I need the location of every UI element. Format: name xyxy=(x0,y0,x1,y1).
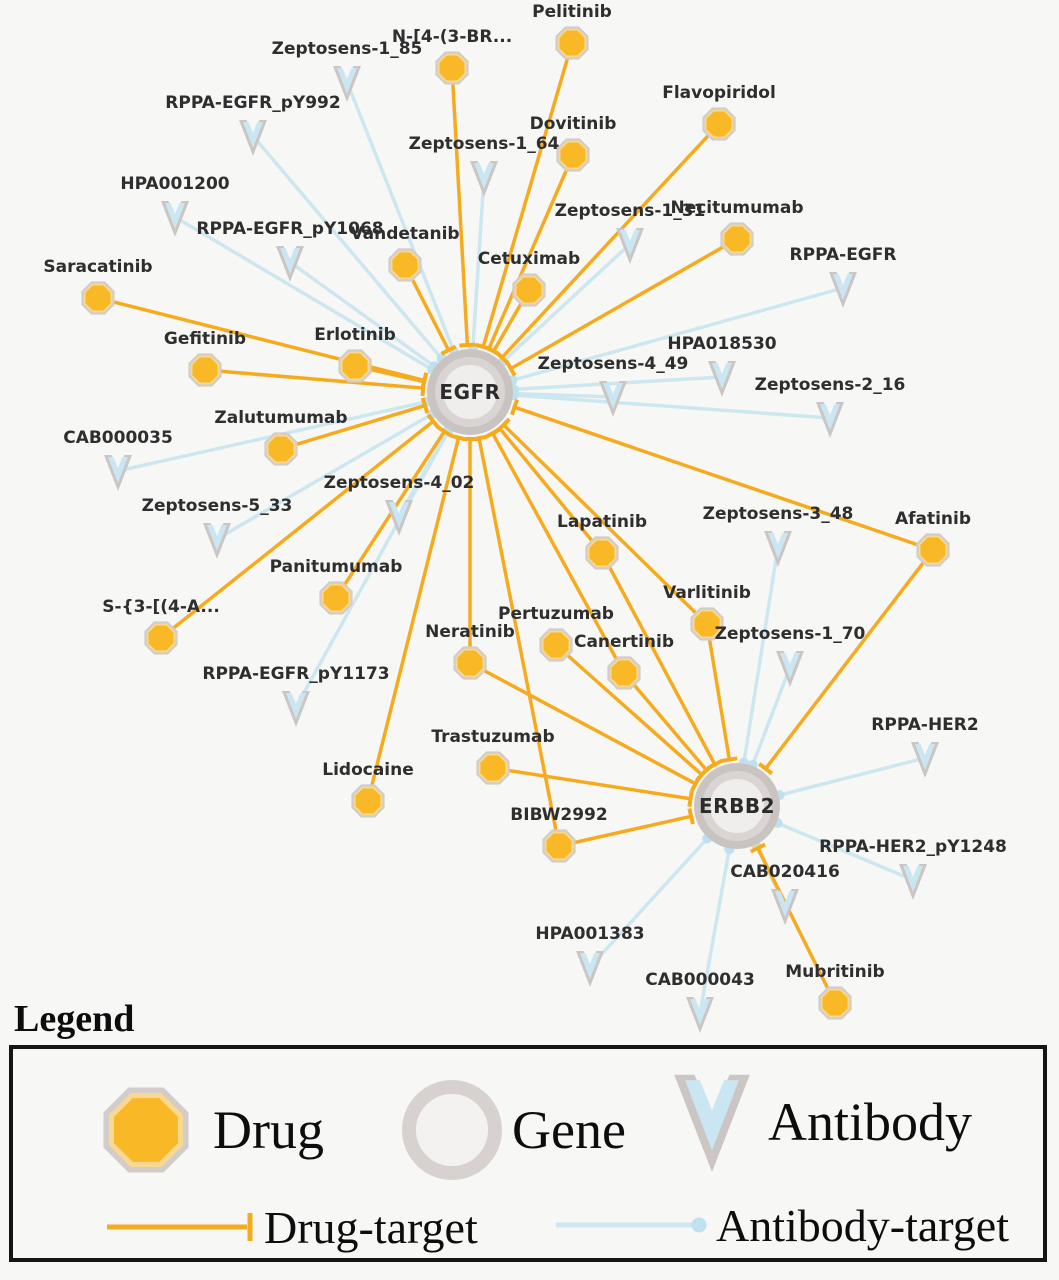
drug-edge-tee xyxy=(459,345,475,346)
drug-label: Cetuximab xyxy=(477,249,581,269)
gene-node xyxy=(427,349,513,435)
drug-label: Flavopiridol xyxy=(662,83,776,103)
antibody-node xyxy=(816,402,844,438)
drug-label: BIBW2992 xyxy=(510,805,608,825)
drug-node xyxy=(338,349,371,382)
antibody-node xyxy=(599,381,627,417)
drug-target-edge xyxy=(766,550,933,769)
antibody-label: Zeptosens-4_02 xyxy=(323,473,475,493)
antibody-node xyxy=(764,531,792,567)
antibody-target-dot xyxy=(692,1218,707,1233)
antibody-node xyxy=(161,201,189,237)
antibody-node xyxy=(686,997,714,1033)
drug-label: N-[4-(3-BR... xyxy=(391,27,513,47)
antibody-node xyxy=(470,161,498,197)
drug-node xyxy=(351,784,384,817)
drug-target-edge xyxy=(493,768,691,799)
antibody-node xyxy=(276,246,304,282)
antibody-node xyxy=(776,651,804,687)
antibody-node xyxy=(576,951,604,987)
drug-label: Gefitinib xyxy=(163,329,247,349)
antibody-label: HPA001383 xyxy=(535,924,645,944)
drug-label: Dovitinib xyxy=(529,114,617,134)
antibody-label: Zeptosens-1_31 xyxy=(554,201,706,221)
drug-icon-fill xyxy=(114,1098,178,1162)
legend-drug-label: Drug xyxy=(213,1100,324,1160)
drug-label: Neratinib xyxy=(425,622,515,642)
drug-label: Erlotinib xyxy=(314,325,396,345)
drug-node xyxy=(144,621,177,654)
antibody-label: Zeptosens-3_48 xyxy=(702,504,854,524)
antibody-target-edge xyxy=(744,547,778,761)
gene-label: ERBB2 xyxy=(699,794,775,818)
drug-label: Zalutumumab xyxy=(214,408,348,428)
drug-label: Panitumumab xyxy=(269,557,403,577)
antibody-label: HPA001200 xyxy=(120,174,230,194)
antibody-label: RPPA-EGFR_pY1173 xyxy=(202,664,390,684)
legend-title: Legend xyxy=(14,998,135,1040)
antibody-label: RPPA-HER2_pY1248 xyxy=(819,837,1007,857)
drug-node xyxy=(916,533,949,566)
gene-icon xyxy=(409,1087,495,1173)
drug-label: Lidocaine xyxy=(322,760,414,780)
drug-label: Pelitinib xyxy=(532,2,612,22)
drug-node xyxy=(702,107,735,140)
drug-node xyxy=(476,751,509,784)
drug-target-edge xyxy=(707,624,729,760)
legend xyxy=(11,998,1045,1260)
drug-edge-tee xyxy=(512,400,517,415)
drug-edge-tee xyxy=(689,791,691,807)
antibody-target-edge xyxy=(753,667,790,763)
drug-node xyxy=(555,26,588,59)
drug-node xyxy=(607,656,640,689)
drug-node xyxy=(542,829,575,862)
drug-node xyxy=(539,628,572,661)
antibody-label: RPPA-EGFR_pY1068 xyxy=(196,219,384,239)
drug-label: Afatinib xyxy=(894,509,972,529)
antibody-target-edge xyxy=(590,840,706,967)
drug-edge-tee xyxy=(689,808,693,824)
antibody-label: CAB000035 xyxy=(63,428,173,448)
antibody-target-edge xyxy=(516,395,830,418)
legend-antibody-target-label: Antibody-target xyxy=(716,1200,1009,1251)
antibody-node xyxy=(239,120,267,156)
drug-label: S-{3-[(4-A... xyxy=(102,597,220,617)
antibody-node xyxy=(282,691,310,727)
legend-drug-target-label: Drug-target xyxy=(264,1202,478,1253)
antibody-label: Zeptosens-1_70 xyxy=(714,624,866,644)
drug-node xyxy=(818,986,851,1019)
drug-node xyxy=(188,353,221,386)
antibody-label: Zeptosens-1_85 xyxy=(271,39,423,59)
drug-node xyxy=(720,222,753,255)
drug-node xyxy=(453,646,486,679)
drug-label: Varlitinib xyxy=(663,583,751,603)
drug-node xyxy=(319,581,352,614)
antibody-label: RPPA-EGFR xyxy=(789,245,897,265)
drug-node xyxy=(435,51,468,84)
drug-node xyxy=(81,281,114,314)
legend-antibody-label: Antibody xyxy=(768,1092,973,1152)
drug-node xyxy=(388,248,421,281)
antibody-label: CAB000043 xyxy=(645,970,755,990)
antibody-node xyxy=(104,455,132,491)
drug-target-edge xyxy=(500,428,602,553)
drug-label: Canertinib xyxy=(573,632,675,652)
antibody-node xyxy=(616,228,644,264)
drug-node xyxy=(556,138,589,171)
antibody-label: Zeptosens-1_64 xyxy=(408,134,560,154)
drug-node xyxy=(512,273,545,306)
gene-label: EGFR xyxy=(439,380,501,404)
drug-label: Trastuzumab xyxy=(431,727,555,747)
gene-node xyxy=(694,763,780,849)
drug-node xyxy=(264,432,297,465)
antibody-node xyxy=(203,523,231,559)
drug-label: Mubritinib xyxy=(785,962,885,982)
antibody-label: CAB020416 xyxy=(730,862,840,882)
antibody-label: Zeptosens-5_33 xyxy=(141,496,293,516)
drug-label: Vandetanib xyxy=(350,224,460,244)
antibody-label: Zeptosens-2_16 xyxy=(754,375,906,395)
legend-gene-label: Gene xyxy=(512,1100,626,1160)
antibody-label: Zeptosens-4_49 xyxy=(537,354,689,374)
drug-label: Lapatinib xyxy=(557,512,647,532)
antibody-label: HPA018530 xyxy=(667,334,777,354)
drug-edge-tee xyxy=(721,758,737,761)
drug-edge-tee xyxy=(422,374,426,390)
drug-label: Saracatinib xyxy=(43,257,153,277)
antibody-node xyxy=(899,864,927,900)
drug-label: Pertuzumab xyxy=(498,604,614,624)
antibody-label: RPPA-EGFR_pY992 xyxy=(165,93,341,113)
drug-label: Necitumumab xyxy=(670,198,804,218)
drug-target-edge xyxy=(452,68,467,345)
drug-target-edge xyxy=(624,673,707,770)
antibody-label: RPPA-HER2 xyxy=(871,715,979,735)
drug-node xyxy=(585,536,618,569)
antibody-target-edge xyxy=(782,758,925,795)
